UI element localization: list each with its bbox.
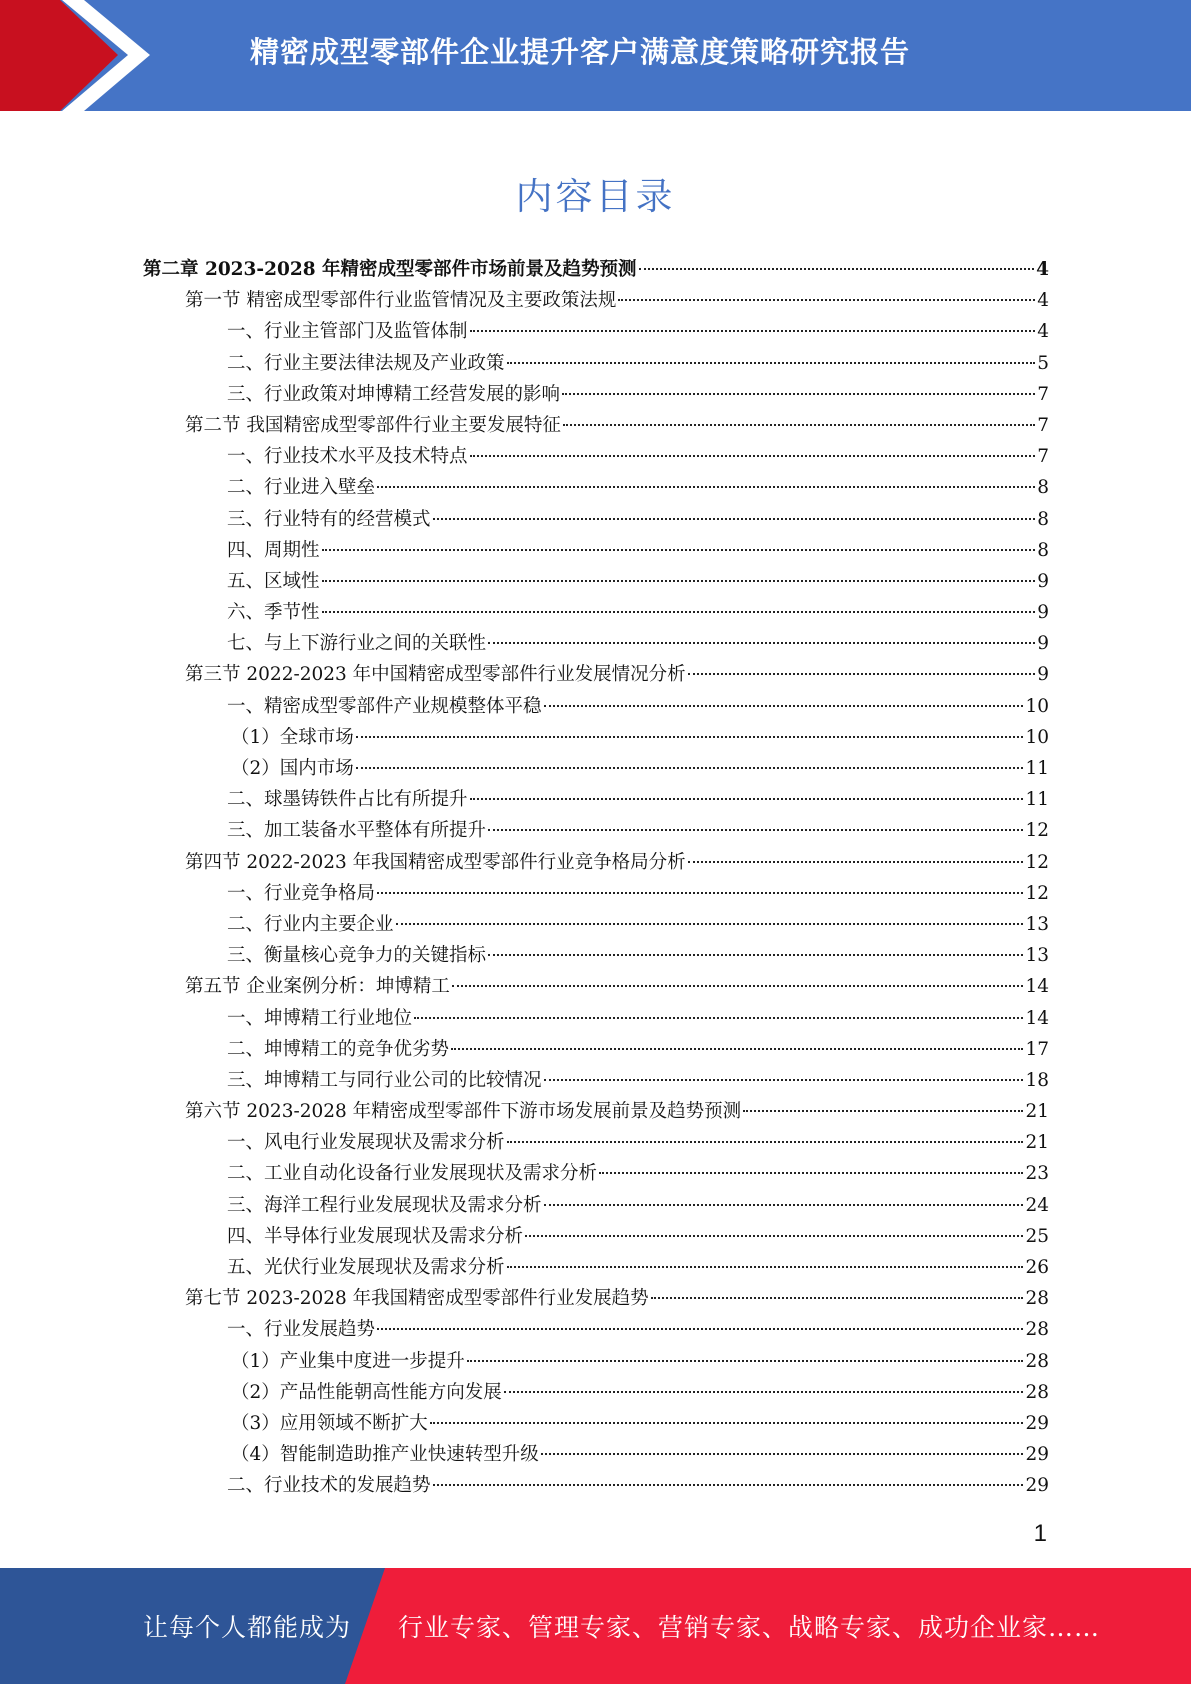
- toc-entry-page: 21: [1025, 1132, 1049, 1154]
- toc-entry[interactable]: [143, 659, 1049, 690]
- toc-dot-leader: [322, 549, 1036, 551]
- toc-entry-title: 第三节 2022-2023 年中国精密成型零部件行业发展情况分析: [185, 664, 686, 686]
- toc-entry-title: 第五节 企业案例分析：坤博精工: [185, 976, 450, 998]
- toc-entry-title: 七、与上下游行业之间的关联性: [227, 633, 487, 655]
- toc-entry-page: 23: [1025, 1163, 1049, 1185]
- toc-entry-title: 一、精密成型零部件产业规模整体平稳: [227, 695, 542, 717]
- toc-entry[interactable]: [143, 1096, 1049, 1127]
- toc-entry-title: 第四节 2022-2023 年我国精密成型零部件行业竞争格局分析: [185, 851, 686, 873]
- toc-entry-title: 四、周期性: [227, 539, 320, 561]
- toc-dot-leader: [618, 299, 1035, 301]
- toc-entry[interactable]: [143, 441, 1049, 472]
- toc-dot-leader: [396, 923, 1024, 925]
- toc-entry[interactable]: [143, 566, 1049, 597]
- toc-dot-leader: [430, 1422, 1024, 1424]
- toc-entry-title: （3）应用领域不断扩大: [231, 1412, 428, 1434]
- toc-entry-title: （2）产品性能朝高性能方向发展: [231, 1381, 502, 1403]
- toc-dot-leader: [377, 892, 1023, 894]
- toc-dot-leader: [470, 798, 1024, 800]
- toc-entry-title: 二、坤博精工的竞争优劣势: [227, 1038, 450, 1060]
- toc-entry-title: （2）国内市场: [231, 758, 354, 779]
- toc-entry-page: 9: [1037, 602, 1049, 624]
- toc-dot-leader: [544, 1079, 1024, 1081]
- toc-entry-page: 29: [1025, 1475, 1049, 1497]
- toc-entry[interactable]: [143, 1003, 1049, 1034]
- toc-entry[interactable]: [143, 1283, 1049, 1314]
- toc-entry-title: 三、行业政策对坤博精工经营发展的影响: [227, 383, 561, 405]
- toc-entry-title: 第一节 精密成型零部件行业监管情况及主要政策法规: [185, 290, 617, 312]
- toc-entry-title: 三、行业特有的经营模式: [227, 508, 431, 530]
- toc-entry-page: 12: [1025, 820, 1049, 842]
- toc-dot-leader: [688, 673, 1036, 675]
- toc-entry-page: 29: [1025, 1412, 1049, 1434]
- toc-entry-title: 二、球墨铸铁件占比有所提升: [227, 789, 468, 811]
- toc-dot-leader: [356, 736, 1024, 738]
- footer-slogan-left: 让每个人都能成为: [143, 1613, 352, 1642]
- toc-dot-leader: [470, 455, 1036, 457]
- toc-entry-title: 五、区域性: [227, 570, 320, 592]
- toc-entry-page: 11: [1025, 789, 1049, 811]
- toc-entry-title: （1）全球市场: [231, 726, 354, 748]
- toc-entry-page: 28: [1025, 1381, 1049, 1403]
- toc-entry-page: 8: [1037, 539, 1049, 561]
- toc-entry[interactable]: [143, 722, 1049, 753]
- toc-dot-leader: [544, 1204, 1024, 1206]
- toc-entry-page: 9: [1037, 633, 1049, 655]
- toc-entry[interactable]: [143, 1314, 1049, 1345]
- table-of-contents: [143, 254, 1049, 1502]
- toc-dot-leader: [470, 330, 1036, 332]
- toc-entry-title: 一、行业竞争格局: [227, 882, 376, 904]
- toc-entry[interactable]: [143, 1346, 1049, 1377]
- toc-entry-title: 第七节 2023-2028 年我国精密成型零部件行业发展趋势: [185, 1288, 649, 1310]
- toc-dot-leader: [651, 1297, 1024, 1299]
- toc-entry-page: 7: [1037, 414, 1049, 436]
- toc-dot-leader: [488, 954, 1023, 956]
- toc-entry[interactable]: [143, 1065, 1049, 1096]
- toc-entry-page: 10: [1025, 726, 1049, 748]
- toc-dot-leader: [639, 268, 1035, 270]
- toc-entry-title: 一、行业发展趋势: [227, 1319, 376, 1341]
- toc-dot-leader: [322, 580, 1036, 582]
- toc-entry[interactable]: [143, 784, 1049, 815]
- toc-entry[interactable]: [143, 1408, 1049, 1439]
- toc-entry-title: 六、季节性: [227, 602, 320, 624]
- toc-entry[interactable]: [143, 878, 1049, 909]
- toc-entry[interactable]: [143, 909, 1049, 940]
- toc-heading: 内容目录: [515, 175, 676, 218]
- toc-dot-leader: [507, 362, 1036, 364]
- toc-entry-title: （4）智能制造助推产业快速转型升级: [231, 1444, 539, 1466]
- toc-entry[interactable]: [143, 254, 1049, 285]
- toc-entry-title: （1）产业集中度进一步提升: [231, 1350, 465, 1372]
- toc-entry-title: 一、行业主管部门及监管体制: [227, 321, 468, 343]
- toc-dot-leader: [743, 1110, 1023, 1112]
- toc-entry[interactable]: [143, 847, 1049, 878]
- toc-entry-page: 12: [1025, 882, 1049, 904]
- toc-entry-page: 4: [1037, 290, 1049, 312]
- toc-entry-page: 9: [1037, 664, 1049, 686]
- toc-entry[interactable]: [143, 1127, 1049, 1158]
- toc-dot-leader: [507, 1266, 1024, 1268]
- toc-entry[interactable]: [143, 535, 1049, 566]
- toc-entry-title: 三、加工装备水平整体有所提升: [227, 820, 487, 842]
- toc-dot-leader: [452, 985, 1024, 987]
- toc-dot-leader: [433, 518, 1036, 520]
- toc-entry-title: 三、海洋工程行业发展现状及需求分析: [227, 1194, 542, 1216]
- toc-dot-leader: [688, 861, 1024, 863]
- toc-entry-page: 11: [1025, 758, 1049, 779]
- toc-dot-leader: [562, 393, 1035, 395]
- toc-entry-title: 三、坤博精工与同行业公司的比较情况: [227, 1069, 542, 1091]
- toc-entry[interactable]: [143, 691, 1049, 722]
- toc-entry[interactable]: [143, 1190, 1049, 1221]
- toc-entry-page: 24: [1025, 1194, 1049, 1216]
- toc-entry-title: 第二节 我国精密成型零部件行业主要发展特征: [185, 414, 561, 436]
- toc-entry-title: 一、行业技术水平及技术特点: [227, 446, 468, 468]
- toc-entry[interactable]: [143, 1439, 1049, 1470]
- toc-entry-page: 13: [1025, 945, 1049, 967]
- toc-entry-page: 4: [1036, 259, 1049, 280]
- toc-entry-page: 14: [1025, 976, 1049, 998]
- toc-dot-leader: [451, 1048, 1023, 1050]
- toc-entry[interactable]: [143, 628, 1049, 659]
- toc-dot-leader: [377, 486, 1035, 488]
- toc-entry[interactable]: [143, 504, 1049, 535]
- toc-entry-page: 7: [1037, 446, 1049, 468]
- toc-dot-leader: [541, 1453, 1024, 1455]
- toc-entry-page: 8: [1037, 508, 1049, 530]
- toc-dot-leader: [488, 642, 1035, 644]
- toc-dot-leader: [377, 1328, 1023, 1330]
- toc-dot-leader: [544, 705, 1024, 707]
- toc-entry-title: 二、行业主要法律法规及产业政策: [227, 352, 505, 374]
- toc-entry[interactable]: [143, 1470, 1049, 1501]
- toc-entry[interactable]: [143, 472, 1049, 503]
- toc-entry-page: 14: [1025, 1007, 1049, 1029]
- toc-entry-page: 10: [1025, 695, 1049, 717]
- toc-entry-title: 一、风电行业发展现状及需求分析: [227, 1132, 505, 1154]
- toc-entry[interactable]: [143, 348, 1049, 379]
- toc-dot-leader: [356, 767, 1024, 769]
- toc-entry[interactable]: [143, 379, 1049, 410]
- toc-entry-page: 12: [1025, 851, 1049, 873]
- toc-dot-leader: [507, 1141, 1024, 1143]
- toc-entry-page: 21: [1025, 1101, 1049, 1123]
- toc-entry[interactable]: [143, 410, 1049, 441]
- page-number: 1: [1033, 1520, 1047, 1547]
- toc-entry-page: 28: [1025, 1288, 1049, 1310]
- toc-entry-title: 二、工业自动化设备行业发展现状及需求分析: [227, 1163, 598, 1185]
- report-title: 精密成型零部件企业提升客户满意度策略研究报告: [250, 35, 911, 69]
- toc-dot-leader: [414, 1017, 1023, 1019]
- toc-entry-page: 17: [1025, 1038, 1049, 1060]
- toc-entry-page: 9: [1037, 570, 1049, 592]
- toc-entry-page: 29: [1025, 1444, 1049, 1466]
- toc-entry[interactable]: [143, 753, 1049, 784]
- toc-entry-title: 二、行业内主要企业: [227, 913, 394, 935]
- toc-entry[interactable]: [143, 1252, 1049, 1283]
- toc-entry-page: 28: [1025, 1319, 1049, 1341]
- toc-entry-page: 5: [1037, 352, 1049, 374]
- toc-entry-title: 第六节 2023-2028 年精密成型零部件下游市场发展前景及趋势预测: [185, 1101, 742, 1123]
- toc-entry[interactable]: [143, 1377, 1049, 1408]
- toc-entry-page: 8: [1037, 477, 1049, 499]
- toc-entry-page: 18: [1025, 1069, 1049, 1091]
- toc-entry-page: 7: [1037, 383, 1049, 405]
- toc-dot-leader: [525, 1235, 1023, 1237]
- toc-entry-page: 13: [1025, 913, 1049, 935]
- toc-entry[interactable]: [143, 815, 1049, 846]
- toc-dot-leader: [433, 1484, 1024, 1486]
- toc-dot-leader: [322, 611, 1036, 613]
- toc-dot-leader: [467, 1360, 1024, 1362]
- toc-entry-page: 4: [1037, 321, 1049, 343]
- toc-entry-title: 四、半导体行业发展现状及需求分析: [227, 1225, 524, 1247]
- toc-entry[interactable]: [143, 1034, 1049, 1065]
- toc-entry-title: 三、衡量核心竞争力的关键指标: [227, 945, 487, 967]
- toc-entry[interactable]: [143, 285, 1049, 316]
- toc-dot-leader: [599, 1172, 1023, 1174]
- toc-dot-leader: [488, 829, 1023, 831]
- toc-entry[interactable]: [143, 316, 1049, 347]
- toc-entry[interactable]: [143, 940, 1049, 971]
- footer-banner: [0, 1568, 1191, 1684]
- toc-entry-page: 26: [1025, 1257, 1049, 1278]
- toc-dot-leader: [563, 424, 1035, 426]
- toc-entry-title: 二、行业技术的发展趋势: [227, 1475, 431, 1497]
- toc-entry-title: 五、光伏行业发展现状及需求分析: [227, 1257, 505, 1278]
- footer-slogan-right: 行业专家、管理专家、营销专家、战略专家、成功企业家……: [398, 1613, 1101, 1642]
- toc-entry-title: 二、行业进入壁垒: [227, 477, 376, 499]
- toc-entry[interactable]: [143, 1221, 1049, 1252]
- toc-entry-title: 第二章 2023-2028 年精密成型零部件市场前景及趋势预测: [143, 259, 637, 280]
- toc-entry-page: 25: [1025, 1225, 1049, 1247]
- toc-entry-page: 28: [1025, 1350, 1049, 1372]
- toc-entry[interactable]: [143, 597, 1049, 628]
- header-banner: [0, 0, 1191, 111]
- toc-entry[interactable]: [143, 1158, 1049, 1189]
- toc-entry[interactable]: [143, 971, 1049, 1002]
- toc-dot-leader: [504, 1391, 1024, 1393]
- toc-entry-title: 一、坤博精工行业地位: [227, 1007, 413, 1029]
